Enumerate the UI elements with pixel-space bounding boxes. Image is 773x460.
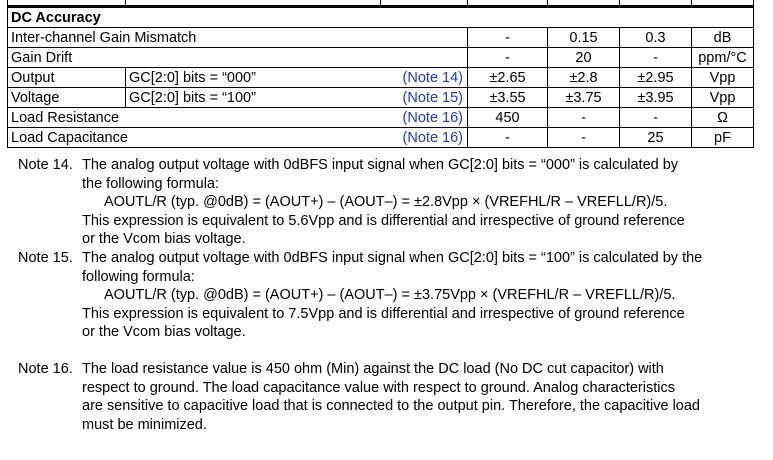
min-cell: -	[468, 128, 548, 148]
note-formula: AOUTL/R (typ. @0dB) = (AOUT+) – (AOUT–) = ±2.8Vpp × (VREFHL/R – VREFLL/R)/5.	[104, 194, 668, 211]
unit-cell: pF	[692, 128, 754, 148]
param-cell: Voltage	[8, 88, 126, 108]
note-text: This expression is equivalent to 7.5Vpp and is differential and irrespective of ground reference	[82, 305, 685, 322]
note-text: The analog output voltage with 0dBFS input signal when GC[2:0] bits = “000” is calculated by	[82, 157, 679, 173]
condition-cell: GC[2:0] bits = “100”	[126, 88, 381, 108]
table-row	[8, 48, 754, 68]
max-cell: 25	[620, 128, 692, 148]
max-cell: -	[620, 48, 692, 68]
note-label: Note 14.	[18, 157, 73, 173]
note-text: This expression is equivalent to 5.6Vpp and is differential and irrespective of ground reference	[82, 212, 685, 229]
min-cell: -	[468, 28, 548, 48]
typ-cell: -	[548, 108, 620, 128]
min-cell: ±3.55	[468, 88, 548, 108]
table-row	[8, 68, 754, 88]
typ-cell: 20	[548, 48, 620, 68]
note-text: or the Vcom bias voltage.	[82, 231, 246, 248]
unit-cell: dB	[692, 28, 754, 48]
table-row	[8, 28, 754, 48]
max-cell: ±2.95	[620, 68, 692, 88]
note-ref-cell: (Note 14)	[381, 68, 468, 88]
dc-accuracy-table	[7, 0, 754, 148]
table-row	[8, 128, 754, 148]
typ-cell: -	[548, 128, 620, 148]
typ-cell: 0.15	[548, 28, 620, 48]
note-text: following formula:	[82, 268, 195, 285]
max-cell: 0.3	[620, 28, 692, 48]
table-row	[8, 88, 754, 108]
typ-cell: ±3.75	[548, 88, 620, 108]
max-cell: ±3.95	[620, 88, 692, 108]
max-cell: -	[620, 108, 692, 128]
note-15	[0, 249, 773, 342]
param-cell: Gain Drift	[8, 48, 468, 68]
note-text: the following formula:	[82, 175, 220, 192]
section-title: DC Accuracy	[8, 7, 754, 28]
unit-cell: Vpp	[692, 68, 754, 88]
param-cell: Inter-channel Gain Mismatch	[8, 28, 468, 48]
table-row	[8, 108, 754, 128]
min-cell: -	[468, 48, 548, 68]
note-formula: AOUTL/R (typ. @0dB) = (AOUT+) – (AOUT–) = ±3.75Vpp × (VREFHL/R – VREFLL/R)/5.	[104, 287, 676, 304]
typ-cell: ±2.8	[548, 68, 620, 88]
note-text: are sensitive to capacitive load that is connected to the output pin. Therefore, the capacitive load	[82, 398, 700, 415]
unit-cell: Vpp	[692, 88, 754, 108]
note-ref-cell: (Note 16)	[381, 108, 468, 128]
condition-cell: GC[2:0] bits = “000”	[126, 68, 381, 88]
note-text: respect to ground. The load capacitance value with respect to ground. Analog characteristics	[82, 379, 675, 396]
note-text: The load resistance value is 450 ohm (Min) against the DC load (No DC cut capacitor) with	[82, 360, 664, 377]
note-14	[0, 156, 773, 249]
note-label: Note 16.	[18, 360, 73, 377]
param-cell: Output	[8, 68, 126, 88]
notes-section	[0, 156, 773, 434]
note-ref-cell: (Note 16)	[381, 128, 468, 148]
unit-cell: ppm/°C	[692, 48, 754, 68]
note-text: must be minimized.	[82, 416, 207, 433]
section-header-row	[8, 7, 754, 28]
note-ref-cell: (Note 15)	[381, 88, 468, 108]
unit-cell: Ω	[692, 108, 754, 128]
param-cell: Load Resistance	[8, 108, 381, 128]
note-16	[0, 360, 773, 434]
note-text: or the Vcom bias voltage.	[82, 324, 246, 341]
note-label: Note 15.	[18, 249, 73, 266]
note-text: The analog output voltage with 0dBFS input signal when GC[2:0] bits = “100” is calculated by the	[82, 249, 703, 266]
param-cell: Load Capacitance	[8, 128, 381, 148]
min-cell: 450	[468, 108, 548, 128]
min-cell: ±2.65	[468, 68, 548, 88]
